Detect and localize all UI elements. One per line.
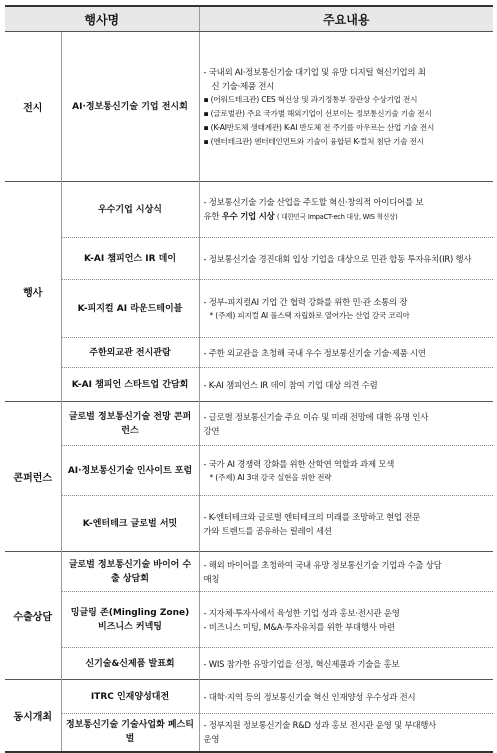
event-mingling-zone [61, 592, 199, 648]
event-ai-ict-exhibition: AI·정보통신기술 기업 전시회 [61, 32, 199, 182]
event-commercialization-festival: 정보통신기술 기술사업화 페스티벌 [61, 714, 199, 752]
content-physical-ai-roundtable [199, 280, 493, 338]
text-fragment: 유한 [203, 211, 222, 221]
event-award-ceremony: 우수기업 시상식 [61, 182, 199, 238]
award-names: ( 대한민국 ImpaCT-ech 대상, WIS 혁신상) [277, 213, 398, 221]
category-events: 행사 [5, 182, 61, 402]
table-row [5, 446, 493, 496]
event-entertech-summit: K-엔터테크 글로벌 서밋 [61, 496, 199, 552]
content-line: - 대학·지역 등의 정보통신기술 혁신 인재양성 우수성과 전시 [203, 691, 416, 702]
event-insight-forum: AI·정보통신기술 인사이트 포럼 [61, 446, 199, 496]
content-line: 매칭 [203, 573, 220, 584]
content-mingling-zone [199, 592, 493, 648]
table-row [5, 32, 493, 182]
event-product-launch: 신기술&신제품 발표회 [61, 648, 199, 680]
event-startup-meeting: K-AI 챔피언 스타트업 간담회 [61, 368, 199, 402]
table-header-row [5, 6, 493, 32]
content-startup-meeting [199, 368, 493, 402]
content-line: ▪ (엔터테크관) 엔터테인먼트와 기술이 융합된 K-컬처 첨단 기술 전시 [203, 136, 424, 146]
content-note: * (주제) 피지컬 AI 풀스택 자립화로 열어가는 산업 강국 코리아 [209, 310, 410, 320]
event-overview-table [5, 5, 493, 753]
event-name-line: 밍글링 존(Mingling Zone) [70, 607, 190, 618]
content-note: * (주제) AI 3대 강국 실현을 위한 전략 [209, 472, 332, 482]
table-row [5, 280, 493, 338]
content-line: - 주한 외교관을 초청해 국내 우수 정보통신기술 기술·제품 시연 [203, 347, 426, 358]
content-product-launch [199, 648, 493, 680]
highlight-text: 우수 기업 시상 [221, 211, 275, 221]
content-award-ceremony [199, 182, 493, 238]
event-ir-day: K-AI 챔피언스 IR 데이 [61, 238, 199, 280]
content-diplomat-tour [199, 338, 493, 368]
header-main-content: 주요내용 [199, 6, 493, 32]
table-row [5, 592, 493, 648]
content-line: - 글로벌 정보통신기술 주요 이슈 및 미래 전망에 대한 유명 인사 [203, 411, 429, 422]
table-row [5, 680, 493, 714]
content-line: - K-AI 챔피언스 IR 데이 참여 기업 대상 의견 수렴 [203, 379, 378, 390]
content-commercialization-festival [199, 714, 493, 752]
event-itrc: ITRC 인재양성대전 [61, 680, 199, 714]
table-row [5, 182, 493, 238]
event-buyer-consultation: 글로벌 정보통신기술 바이어 수출 상담회 [61, 552, 199, 592]
content-line: - 정보통신기술 기술 산업을 주도할 혁신·창의적 아이디어를 보 [203, 197, 424, 207]
table-row [5, 368, 493, 402]
table-row [5, 496, 493, 552]
content-line [204, 209, 491, 224]
content-entertech-summit [199, 496, 493, 552]
table-row [5, 552, 493, 592]
category-concurrent: 동시개최 [5, 680, 61, 752]
table-row [5, 238, 493, 280]
content-line: - 국가 AI 경쟁력 강화를 위한 산학연 역할과 과제 모색 [203, 458, 395, 469]
event-physical-ai-roundtable: K-피지컬 AI 라운드테이블 [61, 280, 199, 338]
table-row [5, 402, 493, 446]
content-buyer-consultation [199, 552, 493, 592]
content-line: 강연 [203, 425, 220, 436]
event-outlook-conference: 글로벌 정보통신기술 전망 콘퍼런스 [61, 402, 199, 446]
content-insight-forum [199, 446, 493, 496]
content-line: ▪ (어워드테크관) CES 혁신상 및 과기정통부 장관상 수상기업 전시 [203, 94, 418, 104]
content-line: - WIS 참가한 유망기업을 선정, 혁신제품과 기술을 홍보 [203, 658, 400, 669]
content-outlook-conference [199, 402, 493, 446]
table-row [5, 714, 493, 752]
category-export: 수출상담 [5, 552, 61, 680]
table-row [5, 648, 493, 680]
content-line: - K-엔터테크와 글로벌 엔터테크의 미래를 조망하고 현업 전문 [203, 511, 421, 522]
content-line: - 비즈니스 미팅, M&A·투자유치를 위한 부대행사 마련 [203, 621, 395, 632]
content-line: - 지자체·투자사에서 육성한 기업 성과 홍보·전시관 운영 [203, 607, 400, 618]
event-diplomat-tour: 주한외교관 전시관람 [61, 338, 199, 368]
content-ai-ict-exhibition [199, 32, 493, 182]
event-name-line: 비즈니스 커넥팅 [98, 621, 162, 632]
content-line: 운영 [203, 734, 220, 745]
content-line: ▪ (K-AI반도체 생태계관) K-AI 반도체 전 주기를 아우르는 산업 기술 전시 [203, 122, 435, 132]
content-line: ▪ (글로벌관) 주요 국가별 해외기업이 선보이는 정보통신기술 기술 전시 [203, 108, 432, 118]
category-exhibition: 전시 [5, 32, 61, 182]
content-ir-day [199, 238, 493, 280]
content-line: 가와 트렌드를 공유하는 릴레이 세션 [203, 525, 332, 536]
table-row [5, 338, 493, 368]
category-conference: 콘퍼런스 [5, 402, 61, 552]
header-event-name: 행사명 [5, 6, 199, 32]
content-line: - 정보통신기술 경진대회 입상 기업을 대상으로 민관 합동 투자유치(IR) 행사 [203, 253, 472, 264]
content-line: - 국내외 AI·정보통신기술 대기업 및 유망 디지털 혁신기업의 최 [203, 66, 426, 77]
content-itrc [199, 680, 493, 714]
content-line: - 정부-피지컬AI 기업 간 협력 강화를 위한 민·관 소통의 장 [203, 296, 408, 307]
content-line: 신 기술·제품 전시 [211, 80, 275, 91]
content-line: - 정부지원 정보통신기술 R&D 성과 홍보 전시관 운영 및 부대행사 [203, 720, 437, 731]
content-line: - 해외 바이어를 초청하여 국내 유망 정보통신기술 기업과 수출 상담 [203, 559, 442, 570]
